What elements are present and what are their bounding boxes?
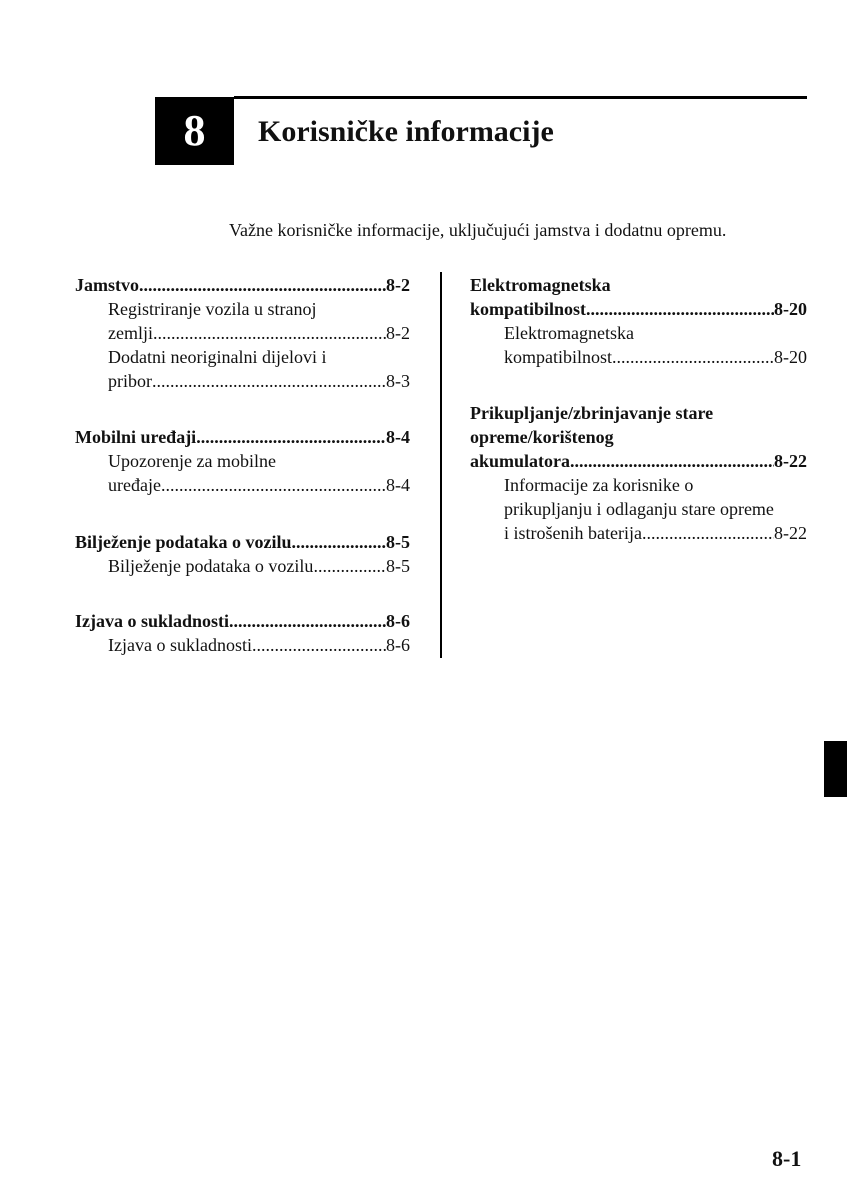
toc-heading-label: Izjava o sukladnosti [75, 611, 230, 631]
toc-heading-label: Mobilni uređaji [75, 427, 197, 447]
dot-leader [153, 321, 386, 345]
toc-page-ref: 8-4 [386, 475, 410, 495]
toc-entry-label: Izjava o sukladnosti [108, 635, 252, 655]
toc-page-ref: 8-6 [386, 635, 410, 655]
toc-heading-label: akumulatora [470, 451, 571, 471]
toc-entry-label: kompatibilnost [504, 347, 612, 367]
toc-entry-emc[interactable] [504, 345, 807, 369]
toc-page-ref: 8-22 [774, 523, 807, 543]
dot-leader [196, 425, 386, 449]
toc-heading-label: kompatibilnost [470, 299, 587, 319]
toc-heading-mobilni[interactable] [75, 425, 410, 449]
dot-leader [642, 521, 774, 545]
toc-page-ref: 8-20 [774, 347, 807, 367]
toc-heading-jamstvo[interactable] [75, 273, 410, 297]
dot-leader [586, 297, 774, 321]
toc-heading-line[interactable]: Elektromagnetska [470, 275, 611, 295]
toc-heading-emc[interactable] [470, 297, 807, 321]
page-number: 8-1 [772, 1146, 802, 1171]
toc-heading-izjava[interactable] [75, 609, 410, 633]
chapter-heading-rule [234, 96, 807, 99]
toc-entry-label: uređaje [108, 475, 161, 495]
chapter-thumb-tab [824, 741, 847, 797]
toc-page-ref: 8-2 [386, 323, 410, 343]
toc-page-ref: 8-20 [774, 299, 807, 319]
toc-entry-upozorenje[interactable] [108, 473, 410, 497]
chapter-number: 8 [183, 106, 206, 155]
toc-page-ref: 8-4 [386, 427, 410, 447]
toc-entry-label: i istrošenih baterija [504, 523, 642, 543]
toc-page-ref: 8-5 [386, 532, 410, 552]
toc-entry-label: pribor [108, 371, 152, 391]
dot-leader [252, 633, 386, 657]
toc-entry-line[interactable]: Registriranje vozila u stranoj [108, 299, 317, 319]
dot-leader [292, 530, 387, 554]
dot-leader [570, 449, 774, 473]
dot-leader [139, 273, 386, 297]
toc-entry-label: zemlji [108, 323, 153, 343]
toc-entry-label: Bilježenje podataka o vozilu [108, 556, 314, 576]
chapter-number-box [155, 97, 234, 165]
column-divider [440, 272, 442, 658]
toc-heading-line[interactable]: Prikupljanje/zbrinjavanje stare [470, 403, 714, 423]
toc-heading-biljezenje[interactable] [75, 530, 410, 554]
dot-leader [152, 369, 386, 393]
toc-entry-informacije[interactable] [504, 521, 807, 545]
toc-page-ref: 8-3 [386, 371, 410, 391]
toc-heading-prikupljanje[interactable] [470, 449, 807, 473]
chapter-intro: Važne korisničke informacije, uključujući jamstva i dodatnu opremu. [229, 220, 727, 240]
toc-heading-label: Jamstvo [75, 275, 139, 295]
toc-entry-line[interactable]: Informacije za korisnike o [504, 475, 694, 495]
toc-entry-line[interactable]: Upozorenje za mobilne [108, 451, 276, 471]
toc-heading-label: Bilježenje podataka o vozilu [75, 532, 292, 552]
toc-entry-izjava[interactable] [108, 633, 410, 657]
toc-page-ref: 8-6 [386, 611, 410, 631]
toc-page-ref: 8-2 [386, 275, 410, 295]
toc-page-ref: 8-5 [386, 556, 410, 576]
toc-page-ref: 8-22 [774, 451, 807, 471]
dot-leader [229, 609, 386, 633]
toc-entry-line[interactable]: prikupljanju i odlaganju stare opreme [504, 499, 774, 519]
dot-leader [313, 554, 386, 578]
dot-leader [612, 345, 774, 369]
toc-entry-biljezenje[interactable] [108, 554, 410, 578]
dot-leader [161, 473, 386, 497]
toc-entry-line[interactable]: Elektromagnetska [504, 323, 634, 343]
toc-entry-dodatni-dijelovi[interactable] [108, 369, 410, 393]
toc-entry-registriranje[interactable] [108, 321, 410, 345]
toc-entry-line[interactable]: Dodatni neoriginalni dijelovi i [108, 347, 327, 367]
chapter-title: Korisničke informacije [258, 115, 554, 148]
toc-heading-line[interactable]: opreme/korištenog [470, 427, 614, 447]
